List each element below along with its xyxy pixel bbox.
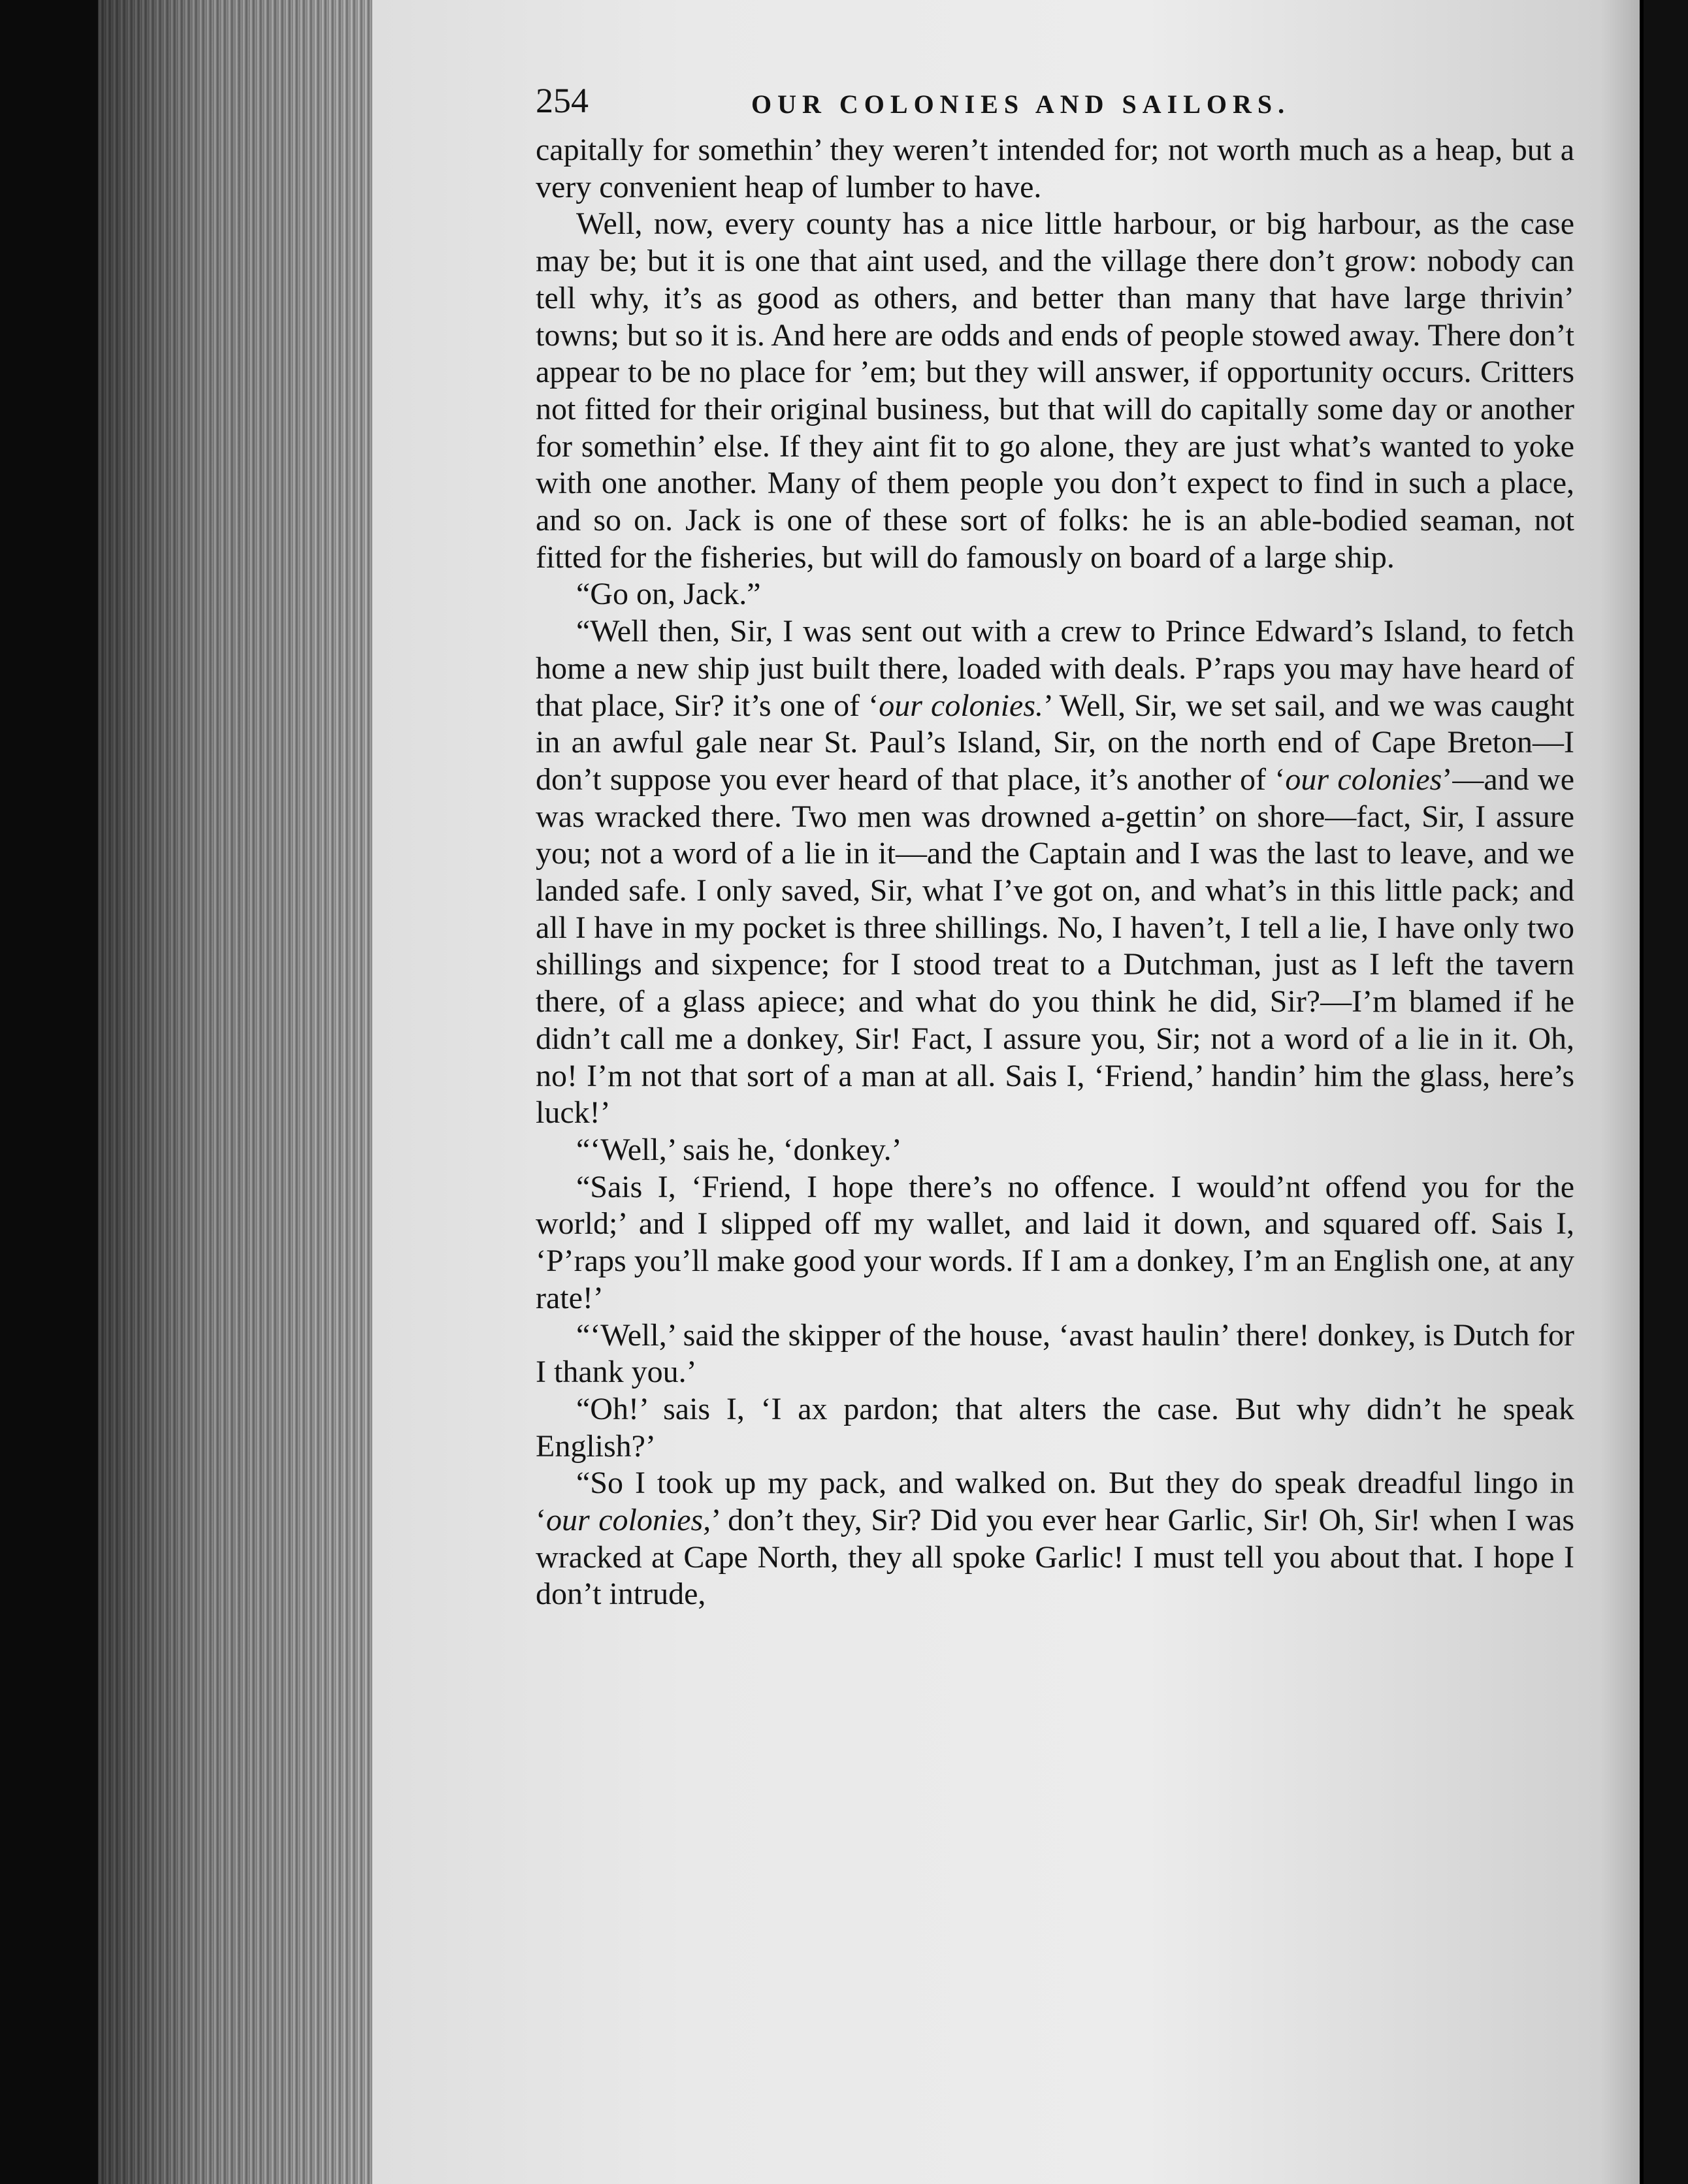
text-run: capitally for somethin’ they weren’t intended for; not worth much as a heap, but a very convenient heap of lumber to have. xyxy=(536,133,1574,204)
paragraph xyxy=(536,576,1574,613)
page-edge-shading xyxy=(98,0,372,2184)
body-text xyxy=(536,132,1574,1613)
paragraph xyxy=(536,1391,1574,1465)
text-run: “‘Well,’ said the skipper of the house, ‘avast haulin’ there! donkey, is Dutch for I thank you.’ xyxy=(536,1317,1574,1390)
paragraph xyxy=(536,1169,1574,1317)
paragraph xyxy=(536,132,1574,206)
text-run: “‘Well,’ sais he, ‘donkey.’ xyxy=(576,1132,902,1167)
page-number: 254 xyxy=(536,81,589,120)
text-run: “Well then, Sir, I was sent out with a crew to Prince Edward’s Island, to fetch home a new ship just built there, loaded with deals. P’raps you may have heard of that place, Sir? it’s one of ‘ xyxy=(536,614,1574,723)
paragraph xyxy=(536,206,1574,576)
running-title: OUR COLONIES AND SAILORS. xyxy=(751,89,1291,119)
text-run: “Go on, Jack.” xyxy=(576,577,761,612)
text-run: ’—and we was wracked there. Two men was drowned a-gettin’ on shore—fact, Sir, I assure you; not a word of a lie in it—and the Captain and I was the last to leave, and we landed safe. I only saved, Sir, what I’ve got on, and what’s in this little pack; and all I have in my pocket is three shillings. No, I haven’t, I tell a lie, I have only two shillings and sixpence; for I stood treat to a Dutchman, just as I left the tavern there, of a glass apiece; and what do you think he did, Sir?—I’m blamed if he didn’t call me a donkey, Sir! Fact, I assure you, Sir; not a word of a lie in it. Oh, no! I’m not that sort of a man at all. Sais I, ‘Friend,’ handin’ him the glass, here’s luck!’ xyxy=(536,762,1575,1131)
facing-page-edge xyxy=(1640,0,1688,2184)
paragraph xyxy=(536,1465,1574,1613)
italic-text: our colonies. xyxy=(879,688,1043,723)
paragraph xyxy=(536,1132,1574,1169)
page-text xyxy=(536,78,1574,1613)
text-run: Well, now, every county has a nice little harbour, or big harbour, as the case may be; but it is one that aint used, and the village there don’t grow: nobody can tell why, it’s as good as others, and better than many that have large thrivin’ towns; but so it is. And here are odds and ends of people stowed away. There don’t appear to be no place for ’em; but they will answer, if opportunity occurs. Critters not fitted for their original business, but that will do capitally some day or another for somethin’ else. If they aint fit to go alone, they are just what’s wanted to yoke with one another. Many of them people you don’t expect to find in such a place, and so on. Jack is one of these sort of folks: he is an able-bodied seaman, not fitted for the fisheries, but will do famously on board of a large ship. xyxy=(536,206,1574,575)
text-run: ’ don’t they, Sir? Did you ever hear Garlic, Sir! Oh, Sir! when I was wracked at Cape North, they all spoke Garlic! I must tell you about that. I hope I don’t intrude, xyxy=(536,1503,1575,1612)
paragraph xyxy=(536,1317,1574,1391)
italic-text: our colonies, xyxy=(545,1503,711,1538)
paragraph xyxy=(536,613,1574,1132)
italic-text: our colonies xyxy=(1285,762,1442,797)
text-run: “Sais I, ‘Friend, I hope there’s no offence. I would’nt offend you for the world;’ and I slipped off my wallet, and laid it down, and squared off. Sais I, ‘P’raps you’ll make good your words. If I am a donkey, I’m an English one, at any rate!’ xyxy=(536,1169,1574,1315)
text-run: “Oh!’ sais I, ‘I ax pardon; that alters the case. But why didn’t he speak English?’ xyxy=(536,1391,1574,1464)
text-run: “So I took up my pack, and walked on. But they do speak dreadful lingo in ‘ xyxy=(536,1466,1574,1538)
text-run: ’ Well, Sir, we set sail, and we was caught in an awful gale near St. Paul’s Island, Sir, on the north end of Cape Breton—I don’t suppose you ever heard of that place, it’s another of ‘ xyxy=(536,688,1574,797)
page-header xyxy=(536,78,1574,129)
